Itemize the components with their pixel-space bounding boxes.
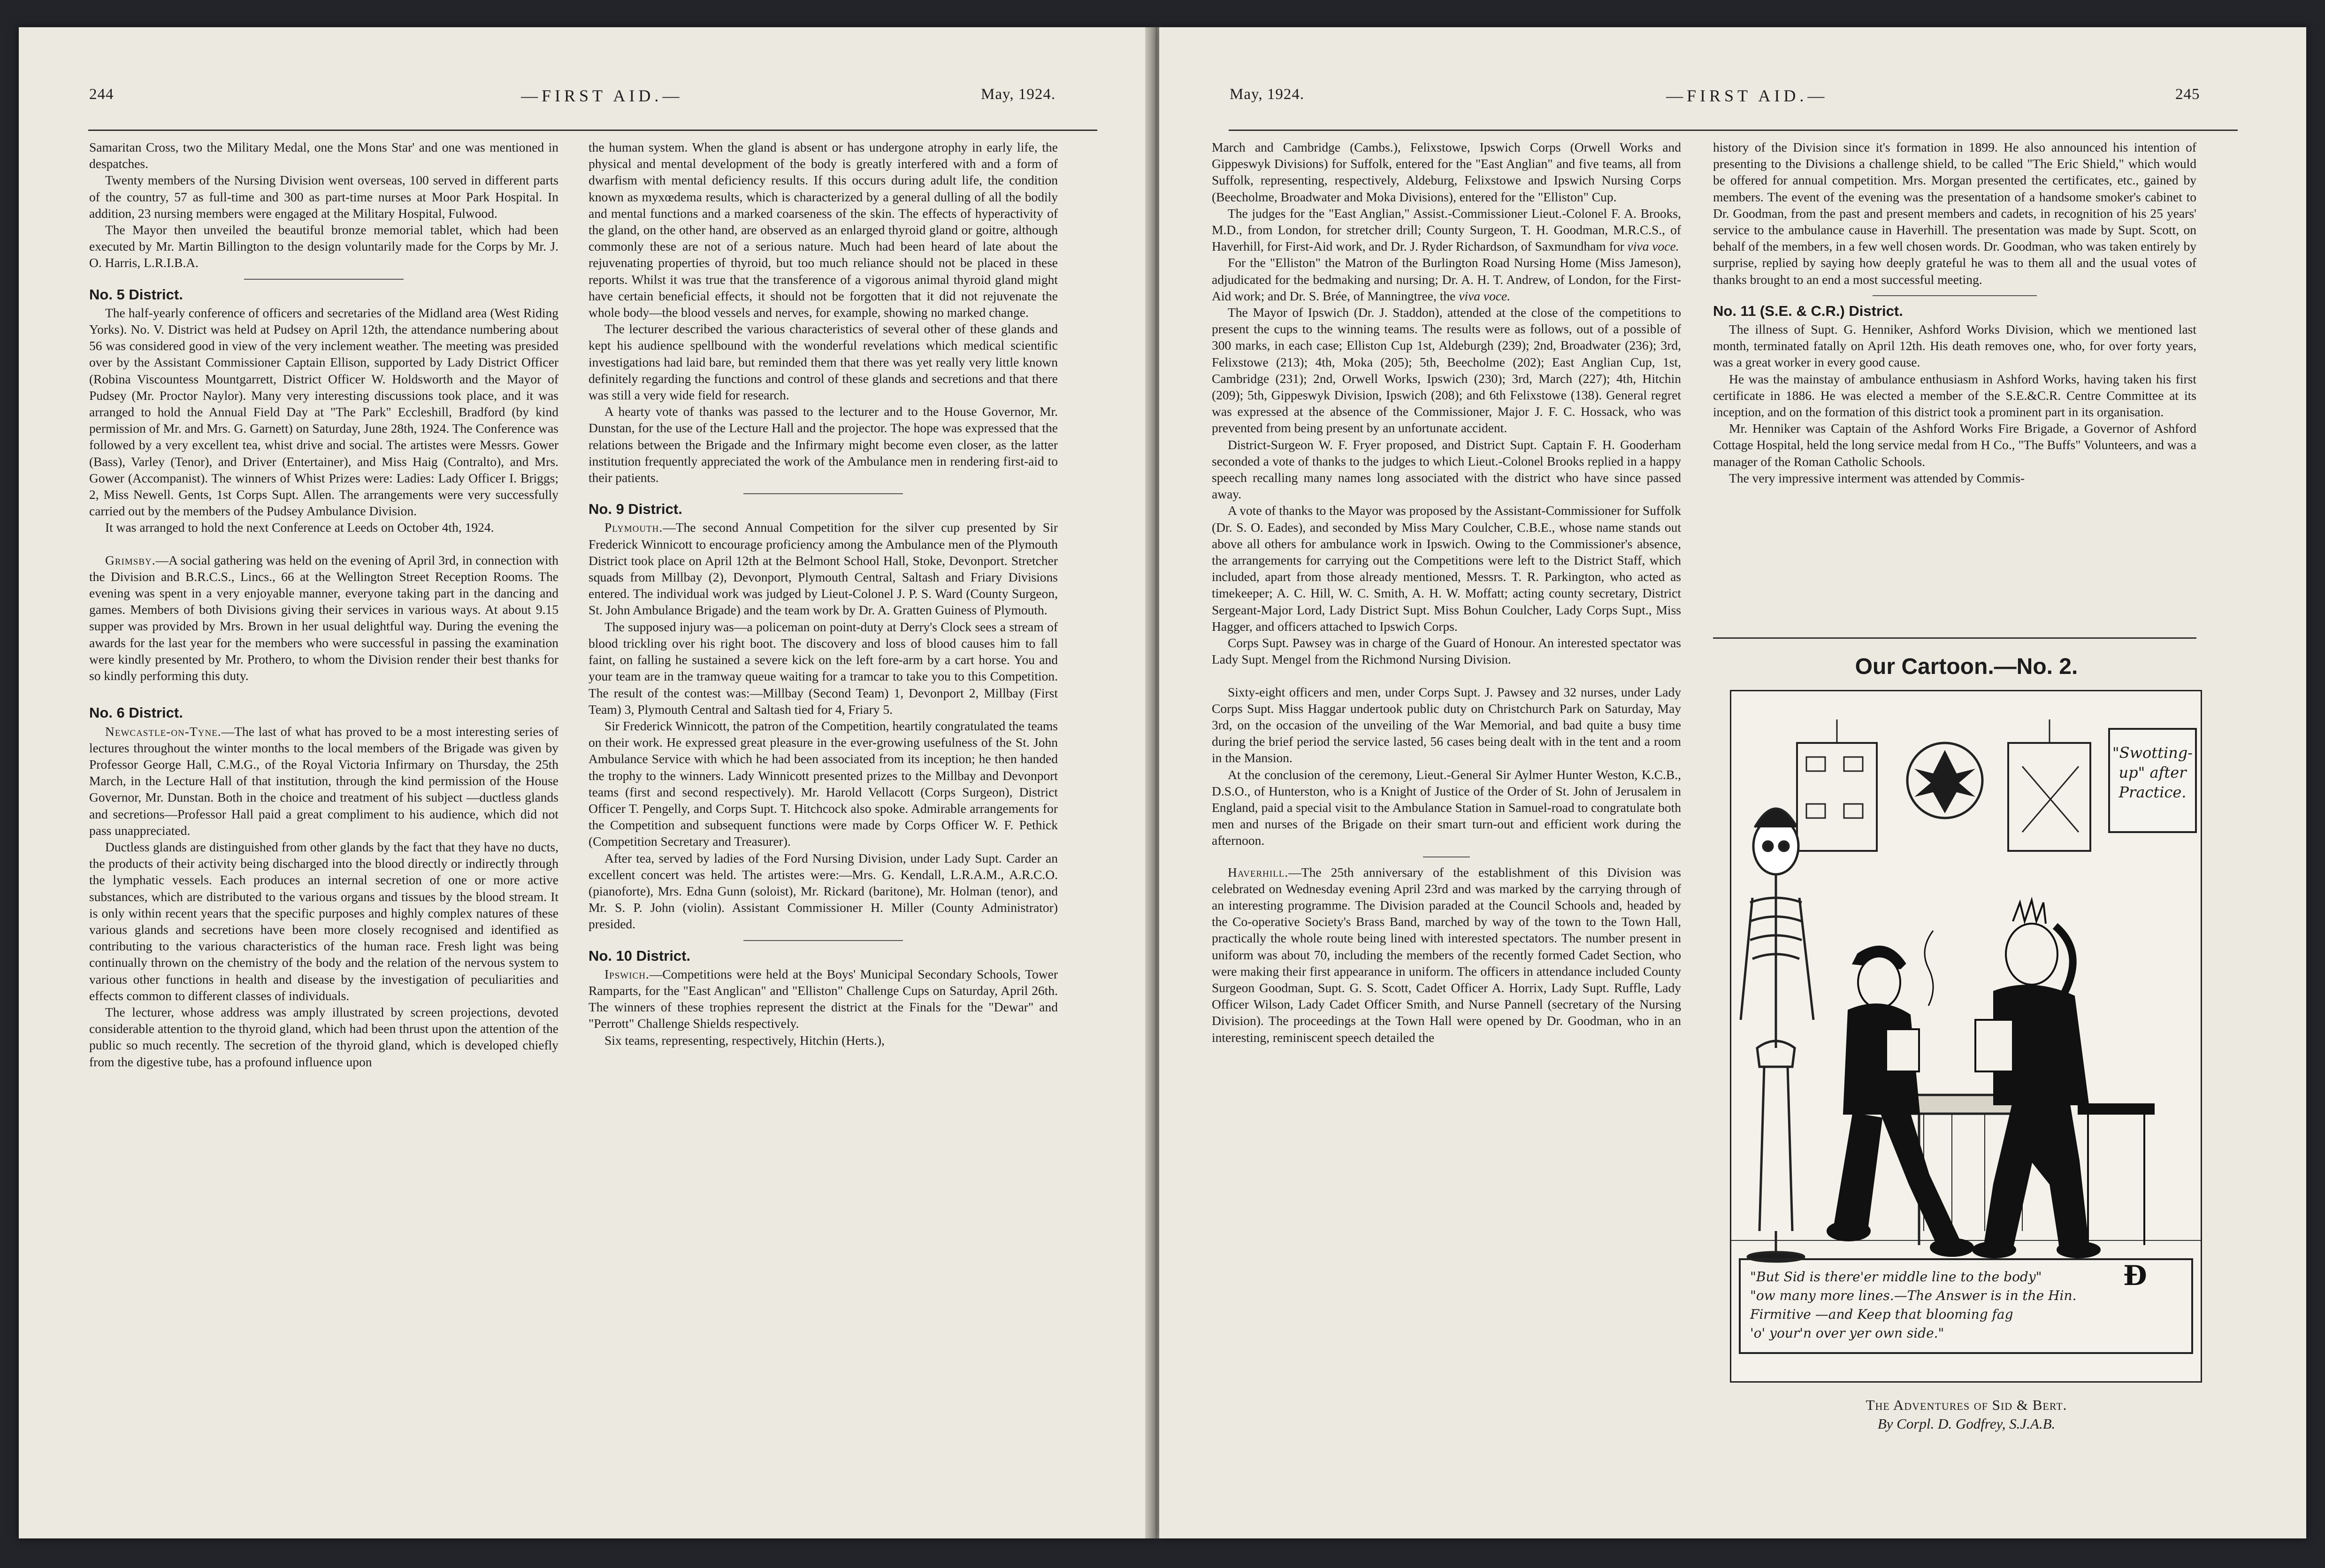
paragraph: March and Cambridge (Cambs.), Felixstowe, Ipswich Corps (Orwell Works and Gippeswyk Divisions) for Suffolk, entered for the "East Anglian" and five teams, all from Suffolk, representing, respectively, Aldeburg, Felixstowe and Ipswich Nursing Corps (Beecholme, Broadwater and Moka Divisions), entered for the "Elliston" Cup. [1212, 140, 1681, 204]
artist-monogram-icon: Ɖ [2123, 1260, 2147, 1292]
paragraph: A hearty vote of thanks was passed to the lecturer and to the House Governor, Mr. Dunstan, for the use of the Lecture Hall and the projector. The hope was expressed that the relations between the Brigade and the Infirmary might become even closer, as the latter institution frequently appreciated the work of the Ambulance men in rendering first-aid to their patients. [589, 404, 1058, 485]
paragraph: The illness of Supt. G. Henniker, Ashford Works Division, which we mentioned last month, terminated fatally on April 12th. His death removes one, who, for over forty years, was a great worker in every good cause. [1713, 322, 2196, 370]
cartoon-caption-credit: By Corpl. D. Godfrey, S.J.A.B. [1877, 1415, 2056, 1432]
header-rule-right [1229, 130, 2238, 131]
running-title-left: —FIRST AID.— [521, 86, 683, 105]
issue-date-left: May, 1924. [981, 86, 1056, 103]
paragraph: He was the mainstay of ambulance enthusiasm in Ashford Works, having taken his first certificate in 1886. He was elected a member of the S.E.&C.R. Centre Committee at its inception, and on the formation of this district took a prominent part in its organisation. [1713, 371, 2196, 420]
section-divider [743, 493, 903, 494]
place-name: Haverhill. [1228, 864, 1289, 880]
header-rule-left [88, 130, 1097, 131]
paragraph: A vote of thanks to the Mayor was proposed by the Assistant-Commissioner for Suffolk (Dr. S. O. Eades), and seconded by Miss Mary Coulcher, C.B.E., whose name stands out above all others for ambulance work in Ipswich. Owing to the Commissioner's absence, the arrangements for carrying out the Competitions were left to the District Staff, which included, apart from those already mentioned, Messrs. T. R. Parkington, who acted as timekeeper; A. C. Hill, W. C. Smith, A. H. W. Moffatt; acting county secretary, District Sergeant-Major Lord, Lady District Supt. Miss Bohun Coulcher, Lady Corps Supt., Miss Hagger, and officers attached to Ipswich Corps. [1212, 503, 1681, 634]
column-2 [589, 139, 1058, 1467]
right-page-header [1159, 86, 2306, 114]
speech-text: "But Sid is there'er middle line to the body" "ow many more lines.—The Answer is in the Hin. Firmitive —and Keep that blooming fag 'o' your'n over yer own side." [1750, 1269, 2077, 1341]
paragraph: The Mayor then unveiled the beautiful bronze memorial tablet, which had been executed by Mr. Martin Billington to the design voluntarily made for the Corps by Mr. J. O. Harris, L.R.I.B.A. [89, 222, 558, 270]
column-1 [89, 139, 558, 1467]
maltese-cross-icon [1907, 743, 1982, 818]
paragraph: The lecturer described the various characteristics of several other of these glands and kept his audience spellbound with the wonderful revelations which medical scientific investigations had laid bare, but reminded them that there was yet really very little known definitely regarding the functions and control of these glands and secretions and that there was still a very wide field for research. [589, 321, 1058, 403]
section-divider [743, 940, 903, 941]
paragraph: The Mayor of Ipswich (Dr. J. Staddon), attended at the close of the competitions to present the cups to the winning teams. The results were as follows, out of a possible of 300 marks, in each case; Elliston Cup 1st, Aldeburgh (239); 2nd, Broadwater (236); 3rd, Felixstowe (213); 4th, Moka (205); 5th, Beecholme (202); East Anglian Cup, 1st, Cambridge (231); 2nd, Orwell Works, Ipswich (230); 3rd, March (227); 4th, Hitchin (209); 5th, Gippeswyk Division, Ipswich (208); and 6th Felixstowe (138). General regret was expressed at the absence of the Commissioner, Major J. F. C. Hossack, who was prevented from being present by an unfortunate accident. [1212, 305, 1681, 436]
issue-date-right: May, 1924. [1230, 86, 1305, 103]
paragraph: The supposed injury was—a policeman on point-duty at Derry's Clock sees a stream of blood trickling over his right boot. The discovery and loss of blood causes him to fall faint, on falling he sustained a severe kick on the left fore-arm by a cart horse. You and your team are in the tramway queue waiting for a tramcar to take you to this Competition. The result of the contest was:—Millbay (Second Team) 1, Devonport 2, Millbay (First Team) 3, Plymouth Central and Saltash tied for 4, Friary 5. [589, 619, 1058, 717]
wall-chart-right [2008, 719, 2090, 851]
section-heading-no10: No. 10 District. [589, 947, 691, 964]
paragraph: Mr. Henniker was Captain of the Ashford Works Fire Brigade, a Governor of Ashford Cottage Hospital, held the long service medal from H Co., "The Buffs" Volunteers, and was a manager of the Roman Catholic Schools. [1713, 421, 2196, 469]
paragraph: Six teams, representing, respectively, Hitchin (Herts.), [604, 1033, 885, 1048]
character-sid [1828, 931, 1973, 1256]
left-page-header [19, 86, 1154, 114]
section-heading-no11: No. 11 (S.E. & C.R.) District. [1713, 302, 1903, 319]
section-heading-no5: No. 5 District. [89, 286, 183, 303]
paragraph-plymouth: Plymouth.—The second Annual Competition for the silver cup presented by Sir Frederick Winnicott to encourage proficiency among the Ambulance men of the Plymouth District took place on April 12th at the Belmont School Hall, Stoke, Devonport. Stretcher squads from Millbay (2), Devonport, Plymouth Central, Saltash and Friary Divisions entered. The individual work was judged by Lieut-Colonel J. P. S. Ward (County Surgeon, St. John Ambulance Brigade) and the team work by Dr. A. Gratten Guiness of Plymouth. [589, 520, 1058, 618]
section-divider [1873, 295, 2037, 296]
place-name: Plymouth. [604, 520, 663, 535]
italic-phrase: viva voce. [1459, 288, 1511, 303]
paragraph: The half-yearly conference of officers and secretaries of the Midland area (West Riding Yorks). No. V. District was held at Pudsey on April 12th, the attendance numbering about 56 was considered good in view of the very inclement weather. The meeting was presided over by the Assistant Commissioner Captain Ellison, supported by Lady District Officer (Robina Viscountess Mountgarrett, District Officer W. Holdsworth and the Mayor of Pudsey (Mr. Proctor Naylor). Many very interesting discussions took place, and it was arranged to hold the Annual Field Day at "The Park" Eccleshill, Bradford (by kind permission of Mr. and Mrs. G. Garnett) on Saturday, June 28th, 1924. The Conference was followed by a very excellent tea, whist drive and social. The artistes were Messrs. Gower (Bass), Varley (Tenor), and Driver (Entertainer), and Miss Haig (Contralto), and Mrs. Gower (Accompanist). The winners of Whist Prizes were: Ladies: Lady Officer I. Briggs; 2, Miss Newell. Gents, 1st Corps Supt. Allen. The arrangements were very successfully carried out by the members of the Pudsey Ambulance Division. [89, 305, 558, 519]
page-number-left: 244 [89, 86, 114, 103]
paragraph-newcastle: Newcastle-on-Tyne.—The last of what has proved to be a most interesting series of lectures throughout the winter months to the local members of the Brigade was given by Professor George Hall, C.M.G., of the Royal Victoria Infirmary on Thursday, the 25th March, in the Lecture Hall of that institution, through the kind permission of the House Governor, Mr. Dunstan. Both in the choice and treatment of his subject —ductless glands and secretions—Professor Hall paid a great compliment to his audience, which did not pass unappreciated. [89, 724, 558, 838]
cartoon-rule [1713, 637, 2196, 639]
paragraph: It was arranged to hold the next Conference at Leeds on October 4th, 1924. [105, 520, 494, 535]
running-title-right: —FIRST AID.— [1666, 86, 1828, 105]
sign-text: "Swotting-up" after Practice. [2112, 744, 2193, 801]
right-page [1159, 27, 2306, 1538]
left-page [19, 27, 1154, 1538]
paragraph: Samaritan Cross, two the Military Medal, one the Mons Star' and one was mentioned in despatches. [89, 140, 558, 171]
column-4 [1713, 139, 2196, 636]
section-divider [244, 279, 404, 280]
cartoon-heading: Our Cartoon.—No. 2. [1855, 654, 2078, 679]
paragraph: After tea, served by ladies of the Ford Nursing Division, under Lady Supt. Carder an excellent concert was held. The artistes were:—Mrs. G. Kendall, L.R.A.M., A.R.C.O. (pianoforte), Mrs. Edna Gunn (soloist), Mr. Rickard (baritone), Mr. Holman (tenor), and Mr. S. P. John (violin). Assistant Commissioner H. Miller (County Administrator) presided. [589, 850, 1058, 932]
paragraph: history of the Division since it's formation in 1899. He also announced his intention of presenting to the Divisions a challenge shield, to be called "The Eric Shield," which would be offered for annual competition. Mrs. Morgan presented the certificates, etc., gained by members. The event of the evening was the presentation of a handsome smoker's cabinet to Dr. Goodman, from the past and present members and cadets, in recognition of his 25 years' service to the ambulance cause in Haverhill. The presentation was made by Supt. Scott, on behalf of the members, in a few well chosen words. Dr. Goodman, who was taken entirely by surprise, replied by saying how deeply grateful he was to them all and the usual votes of thanks brought to an end a most successful meeting. [1713, 140, 2196, 287]
page-number-right: 245 [2175, 86, 2200, 103]
place-name: Ipswich. [604, 966, 650, 981]
paragraph: Sixty-eight officers and men, under Corps Supt. J. Pawsey and 32 nurses, under Lady Corps Supt. Miss Haggar undertook public duty on Christchurch Park on Saturday, May 3rd, on the occasion of the unveiling of the War Memorial, and bad quite a busy time during the brief period the service lasted, 56 cases being dealt with in the tent and a room in the Mansion. [1212, 684, 1681, 765]
character-bert [1973, 900, 2154, 1257]
paragraph-ipswich: Ipswich.—Competitions were held at the Boys' Municipal Secondary Schools, Tower Ramparts, for the "East Anglican" and "Elliston" Challenge Cups on Saturday, April 26th. The winners of these trophies represent the district at the Finals for the "Dewar" and "Perrott" Challenge Shields respectively. [589, 966, 1058, 1031]
paragraph: Twenty members of the Nursing Division went overseas, 100 served in different parts of the country, 57 as full-time and 300 as part-time nurses at Moor Park Hospital. In addition, 23 nursing members were engaged at the Military Hospital, Fulwood. [89, 173, 558, 221]
section-heading-no9: No. 9 District. [589, 501, 682, 518]
section-heading-no6: No. 6 District. [89, 704, 183, 721]
wall-chart-left [1797, 719, 1877, 851]
cartoon-illustration [1730, 690, 2202, 1383]
paragraph: At the conclusion of the ceremony, Lieut.-General Sir Aylmer Hunter Weston, K.C.B., D.S.O., of Hunterston, who is a Knight of Justice of the Order of St. John of Jerusalem in England, paid a special visit to the Ambulance Station in Samuel-road to congratulate both men and nurses of the Brigade on their smart turn-out and efficient work during the afternoon. [1212, 767, 1681, 848]
paragraph-haverhill: Haverhill.—The 25th anniversary of the establishment of this Division was celebrated on Wednesday evening April 23rd and was marked by the carrying through of an interesting programme. The Division paraded at the Council Schools and, headed by the Co-operative Society's Brass Band, marched by way of the town to the Town Hall, practically the whole route being lined with interested spectators. The number present in uniform was about 70, including the members of the recently formed Cadet Section, who were making their first appearance in uniform. The officers in attendance included County Surgeon Goodman, Supt. G. S. Scott, Cadet Officer A. Horrix, Lady Supt. Ruffle, Lady Officer Wilson, Lady Cadet Officer Smith, and Nurse Pannell (secretary of the Nursing Division). The proceedings at the Town Hall were opened by Dr. Goodman, who in an interesting, reminiscent speech detailed the [1212, 864, 1681, 1045]
cartoon-section [1727, 654, 2206, 1432]
paragraph-grimsby: Grimsby.—A social gathering was held on the evening of April 3rd, in connection with the Division and B.R.C.S., Lincs., 66 at the Wellington Street Reception Rooms. The evening was spent in a very enjoyable manner, everyone taking part in the dancing and games. Members of both Divisions giving their services in various ways. At about 9.15 supper was provided by Mrs. Brown in her usual delightful way. During the evening the awards for the last year for the members who were successful in passing the examination were kindly presented by Mr. Prothero, to whom the Division render their best thanks for so kindly performing this duty. [89, 552, 558, 683]
paragraph: The very impressive interment was attended by Commis- [1729, 470, 2025, 485]
paragraph: the human system. When the gland is absent or has undergone atrophy in early life, the physical and mental development of the body is greatly interfered with and a form of dwarfism with mental deficiency results. If this occurs during adult life, the condition known as myxœdema results, which is characterized by a general dulling of all the bodily and mental functions and a marked coarseness of the skin. The effects of hyperactivity of the gland, on the other hand, are observed as an enlarged thyroid gland or goitre, although commonly these are not of a serious nature. Much had been heard of late about the rejuvenating properties of thyroid, but too much reliance should not be placed in these reports. Whilst it was true that the transference of a vigorous animal thyroid gland might have certain beneficial effects, it should not be forgotten that it did not rejuvenate the whole body—the blood vessels and nerves, for example, showing no marked change. [589, 140, 1058, 320]
skeleton-figure [1741, 809, 1813, 1262]
paragraph: Corps Supt. Pawsey was in charge of the Guard of Honour. An interested spectator was Lady Supt. Mengel from the Richmond Nursing Division. [1212, 635, 1681, 667]
paragraph: Sir Frederick Winnicott, the patron of the Competition, heartily congratulated the teams on their work. He expressed great pleasure in the ever-growing usefulness of the St. John Ambulance Service with which he had been associated from its inception; he then handed the trophy to the winners. Lady Winnicott presented prizes to the Millbay and Devonport teams (first and second respectively). Mr. Harold Vellacott (Corps Surgeon), District Officer T. Pengelly, and Corps Supt. T. Hitchcock also spoke. Admirable arrangements for the Competition and subsequent functions were made by Corps Officer W. F. Pethick (Competition Secretary and Treasurer). [589, 718, 1058, 849]
paragraph: For the "Elliston" the Matron of the Burlington Road Nursing Home (Miss Jameson), adjudicated for the bedmaking and nursing; Dr. A. H. T. Andrew, of London, for the First-Aid work; and Dr. S. Brée, of Manningtree, the viva voce. [1212, 255, 1681, 303]
column-3 [1212, 139, 1681, 1467]
cartoon-caption-title: The Adventures of Sid & Bert. [1866, 1397, 2067, 1413]
paragraph: Ductless glands are distinguished from other glands by the fact that they have no ducts, the products of their activity being discharged into the blood directly or indirectly through the lymphatic vessels. Each produces an internal secretion of one or more active substances, which are distributed to the various organs and tissues by the blood stream. It is only within recent years that the specific purposes and highly complex natures of these various glands and secretions have been more closely recognised and identified as contributing to the various characteristics of the human race. Fresh light was being continually thrown on the chemistry of the body and the relation of the nervous system to various other functions in health and disease by the investigation of peculiarities and effects common to different classes of individuals. [89, 839, 558, 1003]
paragraph: The judges for the "East Anglian," Assist.-Commissioner Lieut.-Colonel F. A. Brooks, M.D., from London, for stretcher drill; County Surgeon, T. H. Goodman, M.R.C.S., of Haverhill, for First-Aid work, and Dr. J. Ryder Richardson, of Saxmundham for viva voce. [1212, 206, 1681, 254]
place-name: Newcastle-on-Tyne. [105, 724, 222, 739]
paragraph: The lecturer, whose address was amply illustrated by screen projections, devoted considerable attention to the thyroid gland, which had been thrust upon the attention of the public so much recently. The secretion of the thyroid gland, which is developed chiefly from the digestive tube, has a profound influence upon [89, 1004, 558, 1069]
paragraph: District-Surgeon W. F. Fryer proposed, and District Supt. Captain F. H. Gooderham seconded a vote of thanks to the judges to which Lieut.-Colonel Brooks replied in a happy speech recalling many names long associated with the district who have since passed away. [1212, 437, 1681, 502]
italic-phrase: viva voce. [1627, 239, 1679, 254]
place-name: Grimsby. [105, 552, 156, 567]
